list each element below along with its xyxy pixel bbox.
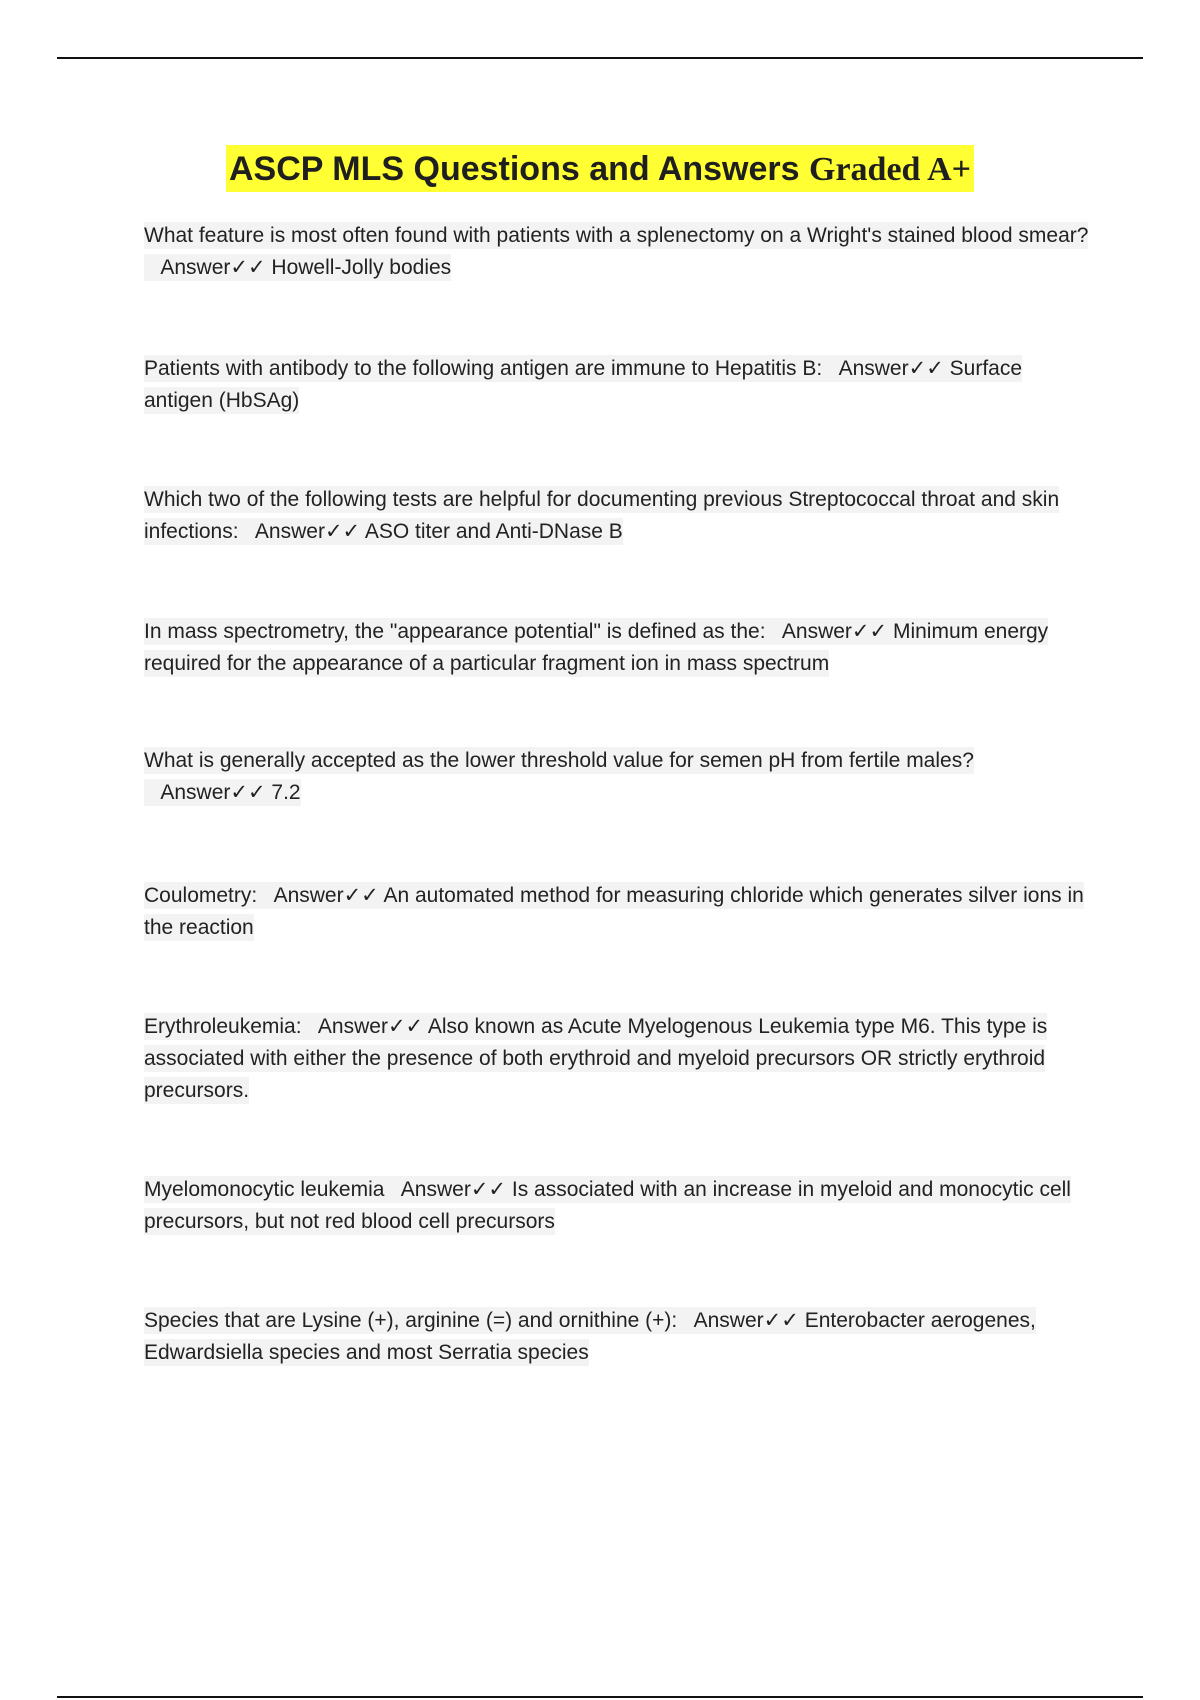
- qa-answer-marker: Answer✓✓: [781, 620, 888, 643]
- top-rule: [57, 57, 1143, 59]
- qa-item: [144, 745, 1090, 809]
- qa-answer: Also known as Acute Myelogenous Leukemia type M6. This type is associated with either the presence of both erythroid and myeloid precursors OR strictly erythroid precursors.: [144, 1015, 1048, 1102]
- qa-answer: An automated method for measuring chloride which generates silver ions in the reaction: [144, 884, 1084, 939]
- qa-answer-marker: Answer✓✓: [160, 256, 266, 279]
- qa-answer: 7.2: [271, 781, 301, 804]
- page-title-grade: Graded A+: [809, 151, 971, 188]
- qa-answer-marker: Answer✓✓: [160, 781, 266, 804]
- qa-item: [144, 353, 1090, 417]
- qa-question: Species that are Lysine (+), arginine (=) and ornithine (+):: [144, 1309, 678, 1332]
- qa-answer-marker: Answer✓✓: [273, 884, 379, 907]
- qa-question: Erythroleukemia:: [144, 1015, 302, 1038]
- qa-question: Patients with antibody to the following antigen are immune to Hepatitis B:: [144, 357, 823, 380]
- qa-item: [144, 880, 1090, 944]
- qa-answer: Surface antigen (HbSAg): [144, 357, 1023, 412]
- qa-answer-marker: Answer✓✓: [254, 520, 361, 543]
- qa-answer: Howell-Jolly bodies: [271, 256, 452, 279]
- qa-question: Myelomonocytic leukemia: [144, 1178, 385, 1201]
- qa-item: [144, 1011, 1090, 1107]
- qa-answer: Enterobacter aerogenes, Edwardsiella species and most Serratia species: [144, 1309, 1036, 1364]
- qa-question: What feature is most often found with patients with a splenectomy on a Wright's stained blood smear?: [144, 224, 1089, 247]
- qa-item: [144, 1305, 1090, 1369]
- qa-answer-marker: Answer✓✓: [400, 1178, 507, 1201]
- title-block: [0, 145, 1200, 192]
- qa-item: [144, 220, 1090, 284]
- page-title: [226, 145, 974, 192]
- page-title-main: ASCP MLS Questions and Answers: [228, 150, 800, 188]
- qa-item: [144, 1174, 1090, 1238]
- qa-answer-marker: Answer✓✓: [317, 1015, 424, 1038]
- qa-question: What is generally accepted as the lower threshold value for semen pH from fertile males?: [144, 749, 974, 772]
- qa-answer-marker: Answer✓✓: [693, 1309, 799, 1332]
- bottom-rule: [57, 1696, 1143, 1698]
- qa-answer: ASO titer and Anti-DNase B: [364, 520, 623, 543]
- qa-question: Which two of the following tests are helpful for documenting previous Streptococcal throat and skin infections:: [144, 488, 1060, 543]
- qa-question: In mass spectrometry, the "appearance potential" is defined as the:: [144, 620, 766, 643]
- qa-item: [144, 484, 1090, 548]
- qa-answer-marker: Answer✓✓: [838, 357, 944, 380]
- qa-item: [144, 616, 1090, 680]
- qa-answer: Minimum energy required for the appearance of a particular fragment ion in mass spectrum: [144, 620, 1049, 675]
- qa-question: Coulometry:: [144, 884, 258, 907]
- qa-answer: Is associated with an increase in myeloid and monocytic cell precursors, but not red blood cell precursors: [144, 1178, 1071, 1233]
